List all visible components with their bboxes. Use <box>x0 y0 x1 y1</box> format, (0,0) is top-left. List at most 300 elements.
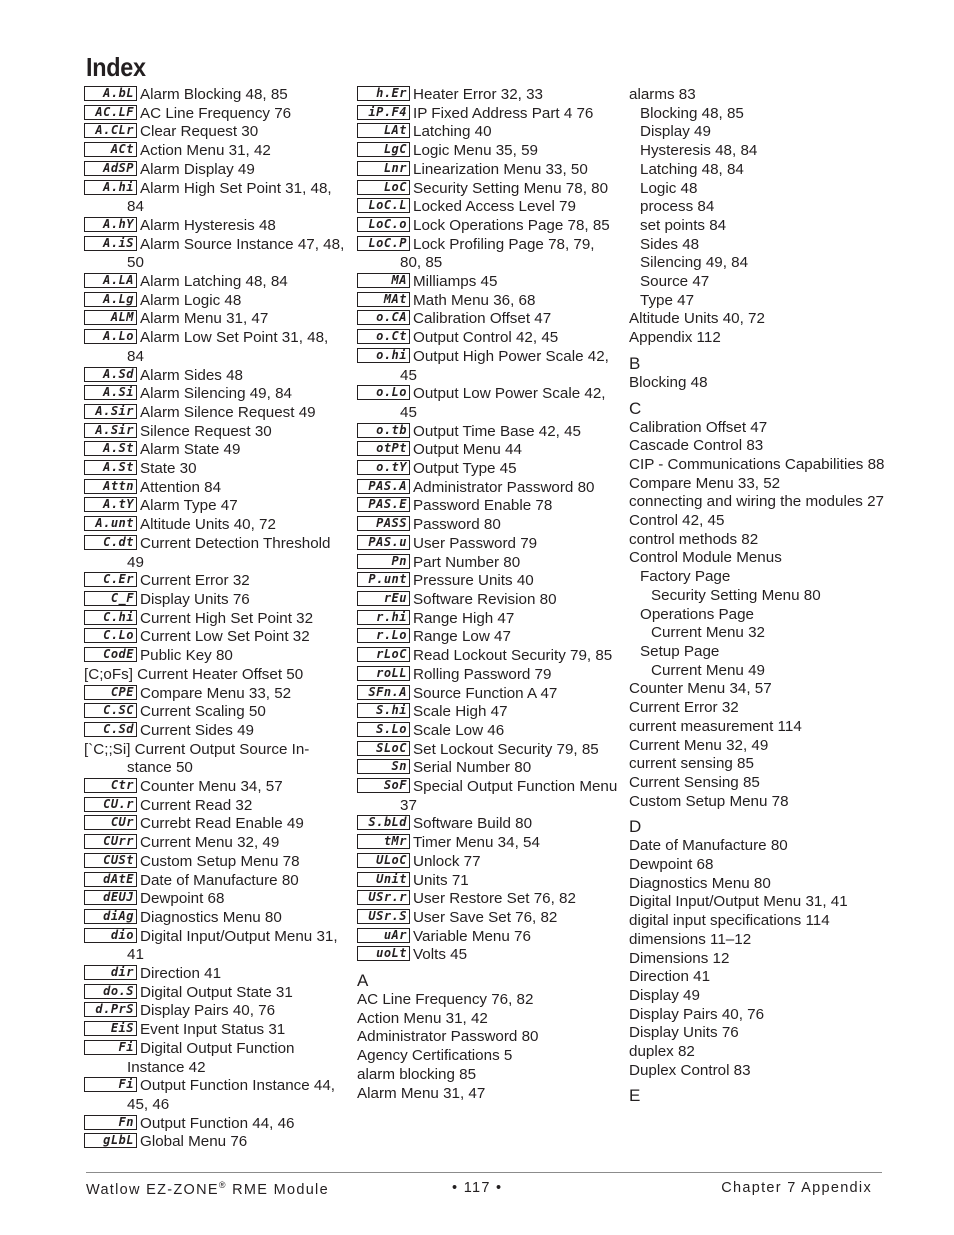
display-code: dir <box>84 965 137 980</box>
display-code: LoC.P <box>357 236 410 251</box>
display-code: MAt <box>357 292 410 307</box>
index-entry <box>84 310 346 329</box>
display-code: C.SC <box>84 703 137 718</box>
index-entry <box>357 647 619 666</box>
display-code: MA <box>357 273 410 288</box>
entry-text: Date of Manufacture 80 <box>140 871 299 889</box>
entry-text: Output Low Power Scale 42, 45 <box>400 385 606 421</box>
index-entry <box>84 741 346 778</box>
entry-text: Password Enable 78 <box>413 497 553 515</box>
display-code: ALM <box>84 310 137 325</box>
entry-text: State 30 <box>140 460 197 478</box>
index-entry <box>84 86 346 105</box>
entry-text: Clear Request 30 <box>140 123 259 141</box>
entry-text: Altitude Units 40, 72 <box>140 516 276 534</box>
index-entry <box>357 180 619 199</box>
entry-text: Alarm Hysteresis 48 <box>140 216 276 234</box>
index-entry <box>357 441 619 460</box>
index-entry <box>84 292 346 311</box>
index-entry: Digital Input/Output Menu 31, 41 <box>629 893 848 911</box>
entry-text: Output Type 45 <box>413 460 517 478</box>
display-code: ACt <box>84 142 137 157</box>
display-code: A.St <box>84 460 137 475</box>
index-entry <box>84 1021 346 1040</box>
index-entry <box>84 497 346 516</box>
index-entry: Security Setting Menu 80 <box>651 586 821 604</box>
index-column-2 <box>357 86 619 1103</box>
index-entry <box>357 516 619 535</box>
index-entry <box>84 535 346 572</box>
index-entry: Custom Setup Menu 78 <box>629 792 789 810</box>
display-code: CU.r <box>84 797 137 812</box>
entry-text: Special Output Function Menu 37 <box>400 778 618 814</box>
index-entry <box>84 572 346 591</box>
index-entry: Action Menu 31, 42 <box>357 1009 488 1027</box>
index-entry <box>357 572 619 591</box>
display-code: h.Er <box>357 86 410 101</box>
section-letter: B <box>629 353 641 373</box>
index-entry: Sides 48 <box>640 235 700 253</box>
index-entry: Operations Page <box>640 605 754 623</box>
index-entry: Control 42, 45 <box>629 512 725 530</box>
index-entry <box>357 685 619 704</box>
index-entry <box>357 778 619 815</box>
index-entry <box>357 329 619 348</box>
index-entry: Control Module Menus <box>629 549 782 567</box>
display-code: o.Ct <box>357 329 410 344</box>
index-entry <box>84 834 346 853</box>
index-entry <box>84 236 346 273</box>
display-code: A.LA <box>84 273 137 288</box>
index-entry <box>357 610 619 629</box>
index-entry <box>84 180 346 217</box>
index-column-3 <box>629 86 889 1106</box>
display-code: Pn <box>357 554 410 569</box>
display-code: Unit <box>357 872 410 887</box>
index-entry <box>357 591 619 610</box>
index-entry <box>84 815 346 834</box>
display-code: do.S <box>84 984 137 999</box>
entry-text: Alarm Blocking 48, 85 <box>140 86 288 103</box>
index-entry: Compare Menu 33, 52 <box>629 474 781 492</box>
entry-text: Security Setting Menu 78, 80 <box>413 179 609 197</box>
entry-text: Currebt Read Enable 49 <box>140 815 304 833</box>
entry-text: Timer Menu 34, 54 <box>413 834 540 852</box>
display-code: PAS.u <box>357 535 410 550</box>
display-code: A.bL <box>84 86 137 101</box>
index-entry: Current Error 32 <box>629 699 739 717</box>
index-entry <box>357 815 619 834</box>
display-code: ULoC <box>357 853 410 868</box>
entry-text: Rolling Password 79 <box>413 665 552 683</box>
display-code: USr.S <box>357 909 410 924</box>
index-entry <box>84 123 346 142</box>
footer-rule <box>86 1172 882 1173</box>
index-entry: CIP - Communications Capabilities 88 <box>629 455 885 473</box>
index-entry <box>84 404 346 423</box>
index-entry: duplex 82 <box>629 1043 695 1061</box>
entry-text: Latching 40 <box>413 123 492 141</box>
index-entry <box>84 853 346 872</box>
footer-chapter: Chapter 7 Appendix <box>721 1180 872 1196</box>
index-entry: Current Sensing 85 <box>629 773 760 791</box>
display-code: CUSt <box>84 853 137 868</box>
index-entry <box>84 1115 346 1134</box>
index-entry <box>357 460 619 479</box>
display-code: LoC.o <box>357 217 410 232</box>
entry-text: Volts 45 <box>413 946 468 964</box>
entry-text: Direction 41 <box>140 965 222 983</box>
entry-text: Output Function 44, 46 <box>140 1114 295 1132</box>
display-code: A.Sd <box>84 367 137 382</box>
display-code: CUrr <box>84 834 137 849</box>
entry-text: Lock Operations Page 78, 85 <box>413 216 610 234</box>
entry-text: Diagnostics Menu 80 <box>140 908 282 926</box>
entry-text: Public Key 80 <box>140 647 233 665</box>
section-letter: D <box>629 817 642 837</box>
display-code: S.bLd <box>357 815 410 830</box>
index-entry <box>84 628 346 647</box>
index-entry <box>84 909 346 928</box>
entry-text: Administrator Password 80 <box>413 478 595 496</box>
entry-text: Lock Profiling Page 78, 79, 80, 85 <box>400 235 595 272</box>
index-entry: Setup Page <box>640 642 720 660</box>
index-entry: current sensing 85 <box>629 755 754 773</box>
index-entry: Current Menu 32, 49 <box>629 736 769 754</box>
index-entry: Latching 48, 84 <box>640 160 744 178</box>
index-entry <box>84 610 346 629</box>
entry-text: Scale Low 46 <box>413 721 505 739</box>
entry-text: Current Low Set Point 32 <box>140 628 310 646</box>
display-code: C.hi <box>84 610 137 625</box>
index-entry <box>84 329 346 366</box>
index-entry <box>357 834 619 853</box>
entry-text: Logic Menu 35, 59 <box>413 142 538 160</box>
display-code: A.Sir <box>84 404 137 419</box>
display-code: o.tY <box>357 460 410 475</box>
index-entry <box>84 591 346 610</box>
index-entry: Counter Menu 34, 57 <box>629 680 772 698</box>
index-entry: Calibration Offset 47 <box>629 418 768 436</box>
index-entry <box>357 423 619 442</box>
display-code: A.hi <box>84 180 137 195</box>
entry-text: Silence Request 30 <box>140 422 272 440</box>
display-code: A.hY <box>84 217 137 232</box>
page-title: Index <box>86 52 146 82</box>
entry-text: Milliamps 45 <box>413 273 498 291</box>
entry-text: Output Menu 44 <box>413 441 522 459</box>
index-entry: Agency Certifications 5 <box>357 1047 513 1065</box>
display-code: tMr <box>357 834 410 849</box>
entry-text: Heater Error 32, 33 <box>413 86 543 103</box>
display-code: o.CA <box>357 310 410 325</box>
display-code: A.unt <box>84 516 137 531</box>
display-code: d.PrS <box>84 1002 137 1017</box>
index-entry <box>84 217 346 236</box>
entry-text: Source Function A 47 <box>413 684 558 702</box>
display-code: LoC.L <box>357 198 410 213</box>
display-code: rLoC <box>357 647 410 662</box>
display-code: otPt <box>357 441 410 456</box>
entry-text: Units 71 <box>413 871 469 889</box>
display-code: LAt <box>357 123 410 138</box>
display-code: diAg <box>84 909 137 924</box>
entry-text: Alarm State 49 <box>140 441 241 459</box>
index-entry <box>357 909 619 928</box>
index-entry: connecting and wiring the modules 27 <box>629 493 884 511</box>
index-entry <box>84 778 346 797</box>
index-entry <box>357 722 619 741</box>
index-entry <box>357 198 619 217</box>
section-letter: E <box>629 1086 641 1106</box>
index-entry <box>357 890 619 909</box>
index-entry <box>84 703 346 722</box>
index-entry <box>84 385 346 404</box>
index-entry: Factory Page <box>640 568 731 586</box>
entry-text: Output High Power Scale 42, 45 <box>400 347 609 384</box>
display-code: dAtE <box>84 872 137 887</box>
entry-text: Alarm Silencing 49, 84 <box>140 385 292 403</box>
index-entry <box>84 105 346 124</box>
index-entry: AC Line Frequency 76, 82 <box>357 991 534 1009</box>
entry-text: IP Fixed Address Part 4 76 <box>413 104 594 122</box>
index-entry <box>357 479 619 498</box>
display-code: A.tY <box>84 497 137 512</box>
display-code: dEUJ <box>84 890 137 905</box>
display-code: A.Sir <box>84 423 137 438</box>
entry-text: Current Sides 49 <box>140 721 254 739</box>
index-entry <box>357 759 619 778</box>
entry-text: Dewpoint 68 <box>140 890 225 908</box>
entry-text: Current Menu 32, 49 <box>140 834 280 852</box>
display-code: Sn <box>357 759 410 774</box>
display-code: C.Er <box>84 572 137 587</box>
index-entry <box>357 741 619 760</box>
index-entry: Hysteresis 48, 84 <box>640 142 758 160</box>
display-code: r.Lo <box>357 628 410 643</box>
index-entry <box>357 86 619 105</box>
index-entry: Display Units 76 <box>629 1024 739 1042</box>
display-code: o.hi <box>357 348 410 363</box>
entry-text: AC Line Frequency 76 <box>140 104 292 122</box>
display-code: S.Lo <box>357 722 410 737</box>
entry-text: User Password 79 <box>413 534 538 552</box>
index-entry <box>357 535 619 554</box>
entry-text: Display Units 76 <box>140 590 250 608</box>
entry-text: Software Build 80 <box>413 815 533 833</box>
index-entry <box>357 853 619 872</box>
index-entry <box>357 928 619 947</box>
entry-text: Variable Menu 76 <box>413 927 531 945</box>
index-entry <box>357 273 619 292</box>
entry-text: Alarm Logic 48 <box>140 291 242 309</box>
display-code: A.St <box>84 441 137 456</box>
index-entry <box>84 872 346 891</box>
display-code: SLoC <box>357 741 410 756</box>
display-code: A.Lo <box>84 329 137 344</box>
index-entry <box>84 516 346 535</box>
index-entry <box>84 685 346 704</box>
entry-text: Set Lockout Security 79, 85 <box>413 740 599 758</box>
index-entry: Duplex Control 83 <box>629 1061 751 1079</box>
display-code: S.hi <box>357 703 410 718</box>
index-entry <box>84 928 346 965</box>
entry-text: Current Scaling 50 <box>140 703 266 721</box>
entry-text: Locked Access Level 79 <box>413 198 576 216</box>
display-code: A.CLr <box>84 123 137 138</box>
index-entry <box>84 722 346 741</box>
display-code: gLbL <box>84 1133 137 1148</box>
index-entry <box>84 797 346 816</box>
display-code: LoC <box>357 180 410 195</box>
display-code: Fi <box>84 1040 137 1055</box>
index-entry <box>84 984 346 1003</box>
index-entry <box>84 1040 346 1077</box>
display-code: PASS <box>357 516 410 531</box>
display-code: AdSP <box>84 161 137 176</box>
entry-text: Digital Output Function Instance 42 <box>127 1039 295 1076</box>
index-entry: Cascade Control 83 <box>629 437 764 455</box>
display-code: C.dt <box>84 535 137 550</box>
display-code: uAr <box>357 928 410 943</box>
display-code: Ctr <box>84 778 137 793</box>
entry-text: Digital Input/Output Menu 31, 41 <box>127 927 338 964</box>
index-entry: Appendix 112 <box>629 329 721 347</box>
entry-text: Scale High 47 <box>413 703 508 721</box>
entry-text: [`C;;Si] Current Output Source In-stance 50 <box>84 740 310 777</box>
index-entry: process 84 <box>640 198 715 216</box>
index-entry: Diagnostics Menu 80 <box>629 874 771 892</box>
display-code: PAS.E <box>357 497 410 512</box>
display-code: A.Si <box>84 385 137 400</box>
footer-product: Watlow EZ-ZONE® RME Module <box>86 1180 329 1198</box>
index-entry: Blocking 48 <box>629 373 708 391</box>
display-code: LgC <box>357 142 410 157</box>
index-entry: Date of Manufacture 80 <box>629 837 788 855</box>
display-code: C_F <box>84 591 137 606</box>
entry-text: Alarm Source Instance 47, 48, 50 <box>127 235 345 272</box>
index-entry: alarms 83 <box>629 86 696 103</box>
index-entry <box>357 628 619 647</box>
index-entry: Type 47 <box>640 291 695 309</box>
index-entry <box>357 123 619 142</box>
code-entries <box>357 86 619 965</box>
plain-entries <box>357 991 619 1103</box>
entry-text: Math Menu 36, 68 <box>413 291 536 309</box>
display-code: CodE <box>84 647 137 662</box>
entry-text: Alarm Menu 31, 47 <box>140 310 269 328</box>
entry-text: Linearization Menu 33, 50 <box>413 160 588 178</box>
display-code: AC.LF <box>84 105 137 120</box>
entry-text: Output Time Base 42, 45 <box>413 422 582 440</box>
entry-text: Event Input Status 31 <box>140 1021 286 1039</box>
entry-text: Serial Number 80 <box>413 759 532 777</box>
entry-text: Password 80 <box>413 516 501 534</box>
section-letter: C <box>629 398 642 418</box>
entry-text: Alarm High Set Point 31, 48, 84 <box>127 179 332 216</box>
entry-text: Compare Menu 33, 52 <box>140 684 292 702</box>
entry-text: Output Control 42, 45 <box>413 329 559 347</box>
index-entry <box>357 292 619 311</box>
index-entry: Silencing 49, 84 <box>640 254 749 272</box>
entry-text: Action Menu 31, 42 <box>140 142 271 160</box>
index-entry: Display 49 <box>629 986 700 1004</box>
display-code: A.iS <box>84 236 137 251</box>
entry-text: Custom Setup Menu 78 <box>140 852 300 870</box>
page-number: • 117 • <box>452 1180 503 1196</box>
display-code: C.Sd <box>84 722 137 737</box>
entry-text: User Restore Set 76, 82 <box>413 890 576 908</box>
index-entry: Dewpoint 68 <box>629 856 714 874</box>
entry-text: Range High 47 <box>413 609 515 627</box>
entry-text: Alarm Sides 48 <box>140 366 243 384</box>
index-entry: current measurement 114 <box>629 717 802 735</box>
index-entry: Current Menu 49 <box>651 661 765 679</box>
display-code: rEu <box>357 591 410 606</box>
index-entry: Alarm Menu 31, 47 <box>357 1084 486 1102</box>
entry-text: Digital Output State 31 <box>140 983 293 1001</box>
entry-text: [C;oFs] Current Heater Offset 50 <box>84 665 304 683</box>
entry-text: Display Pairs 40, 76 <box>140 1002 276 1020</box>
index-entry <box>84 142 346 161</box>
entry-text: User Save Set 76, 82 <box>413 908 558 926</box>
index-column-1 <box>84 86 346 1152</box>
index-entry <box>357 497 619 516</box>
entry-text: Part Number 80 <box>413 553 521 571</box>
index-entry <box>84 890 346 909</box>
index-entry: Administrator Password 80 <box>357 1028 539 1046</box>
index-entry <box>84 1002 346 1021</box>
index-entry: Current Menu 32 <box>651 624 765 642</box>
display-code: CUr <box>84 815 137 830</box>
index-entry: Display 49 <box>640 123 711 141</box>
index-entry <box>84 479 346 498</box>
entry-text: Current Detection Threshold 49 <box>127 534 331 571</box>
display-code: Fi <box>84 1077 137 1092</box>
display-code: SFn.A <box>357 685 410 700</box>
display-code: iP.F4 <box>357 105 410 120</box>
index-entry <box>84 1077 346 1114</box>
index-entry <box>357 348 619 385</box>
index-entry: Display Pairs 40, 76 <box>629 1005 765 1023</box>
entry-text: Counter Menu 34, 57 <box>140 778 283 796</box>
index-entry <box>357 310 619 329</box>
index-entry: dimensions 11–12 <box>629 930 752 948</box>
index-entry <box>357 946 619 965</box>
index-entry <box>357 872 619 891</box>
index-entry <box>357 142 619 161</box>
index-entry <box>357 385 619 422</box>
index-entry <box>84 647 346 666</box>
display-code: o.tb <box>357 423 410 438</box>
display-code: Lnr <box>357 161 410 176</box>
index-entry <box>84 666 346 685</box>
display-code: Attn <box>84 479 137 494</box>
display-code: Fn <box>84 1115 137 1130</box>
entry-text: Software Revision 80 <box>413 590 557 608</box>
entry-text: Alarm Type 47 <box>140 497 238 515</box>
display-code: roLL <box>357 666 410 681</box>
index-entry: Direction 41 <box>629 968 711 986</box>
index-entry <box>357 105 619 124</box>
display-code: uoLt <box>357 946 410 961</box>
display-code: USr.r <box>357 890 410 905</box>
entry-text: Current Read 32 <box>140 796 253 814</box>
index-entry <box>357 666 619 685</box>
entry-text: Attention 84 <box>140 478 222 496</box>
display-code: P.unt <box>357 572 410 587</box>
entry-text: Calibration Offset 47 <box>413 310 552 328</box>
